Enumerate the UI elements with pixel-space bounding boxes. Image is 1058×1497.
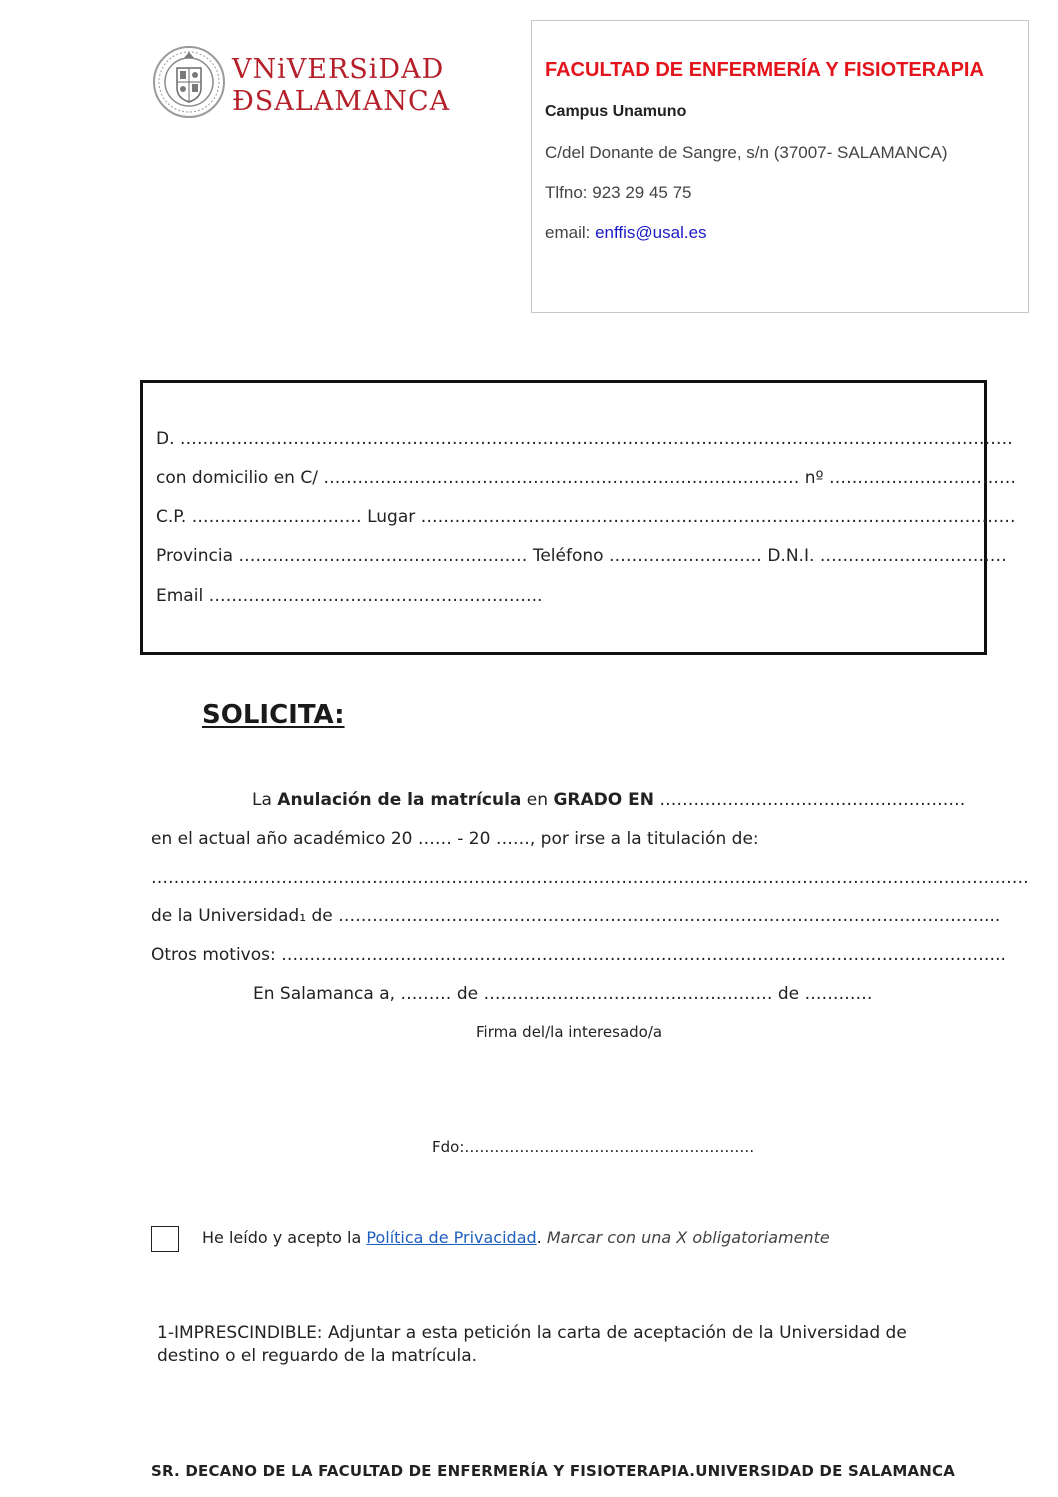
faculty-phone: Tlfno: 923 29 45 75: [545, 183, 692, 202]
signature-field[interactable]: Fdo:………………………………………………….: [432, 1138, 755, 1156]
faculty-header-box: [531, 20, 1029, 313]
date-place-line[interactable]: En Salamanca a, ……… de …………………………………………… de …………: [253, 984, 873, 1004]
request-anulacion: Anulación de la matrícula: [277, 790, 522, 810]
address-field-line[interactable]: con domicilio en C/ ………………………………………………………………………… nº ……………………………: [156, 468, 1016, 488]
request-grado: GRADO EN: [553, 790, 654, 810]
faculty-title: FACULTAD DE ENFERMERÍA Y FISIOTERAPIA: [545, 59, 984, 81]
grado-field[interactable]: ………………………………………………: [653, 790, 966, 810]
signature-label: Firma del/la interesado/a: [476, 1023, 663, 1041]
faculty-email-line: [545, 223, 707, 243]
postal-code-field-line[interactable]: C.P. ………………………… Lugar ……………………………………………………………………………………………: [156, 507, 1016, 527]
faculty-address: C/del Donante de Sangre, s/n (37007- SALAMANCA): [545, 143, 948, 162]
name-field-line[interactable]: D. …………………………………………………………………………………………………………………………………: [156, 429, 1013, 449]
privacy-text: .: [536, 1228, 547, 1247]
request-text: La: [252, 790, 278, 810]
email-field-line[interactable]: Email …………………………………………………..: [156, 586, 543, 606]
otros-motivos-field-line[interactable]: Otros motivos: ………………………………………………………………………………………………………………..: [151, 945, 1006, 965]
universidad-field-line[interactable]: de la Universidad₁ de ……………………………………………………………………………………………………...: [151, 906, 1001, 926]
request-text: en: [521, 790, 554, 810]
request-line-1: [252, 790, 965, 810]
privacy-text: He leído y acepto la: [202, 1228, 367, 1247]
addressee-footer: SR. DECANO DE LA FACULTAD DE ENFERMERÍA Y FISIOTERAPIA.UNIVERSIDAD DE SALAMANCA: [151, 1462, 956, 1480]
personal-data-box: [140, 380, 1016, 655]
university-seal-icon: [152, 44, 226, 120]
privacy-policy-link[interactable]: Política de Privacidad: [366, 1228, 537, 1247]
province-phone-dni-field-line[interactable]: Provincia …………………………………………… Teléfono ……………………… D.N.I. ……………………………: [156, 546, 1007, 566]
logo-text-salamanca: ÐSALAMANCA: [232, 86, 451, 117]
privacy-note: Marcar con una X obligatoriamente: [546, 1228, 830, 1247]
privacy-consent-text: [202, 1228, 830, 1247]
logo-text-universidad: VNiVERSiDAD: [232, 54, 445, 85]
campus-name: Campus Unamuno: [545, 103, 687, 120]
email-label: email:: [545, 223, 596, 242]
academic-year-line[interactable]: en el actual año académico 20 …… - 20 ……, por irse a la titulación de:: [151, 829, 759, 849]
university-logo: [152, 44, 451, 124]
titulacion-field-line[interactable]: ……………………………………………………………………………………………..…………………………………………: [151, 868, 1029, 888]
solicita-heading: SOLICITA:: [202, 700, 345, 730]
footnote-imprescindible: 1-IMPRESCINDIBLE: Adjuntar a esta petición la carta de aceptación de la Universidad de destino o el reguardo de la matrícula.: [157, 1323, 907, 1366]
email-link[interactable]: enffis@usal.es: [595, 223, 707, 242]
privacy-checkbox[interactable]: [151, 1226, 179, 1252]
